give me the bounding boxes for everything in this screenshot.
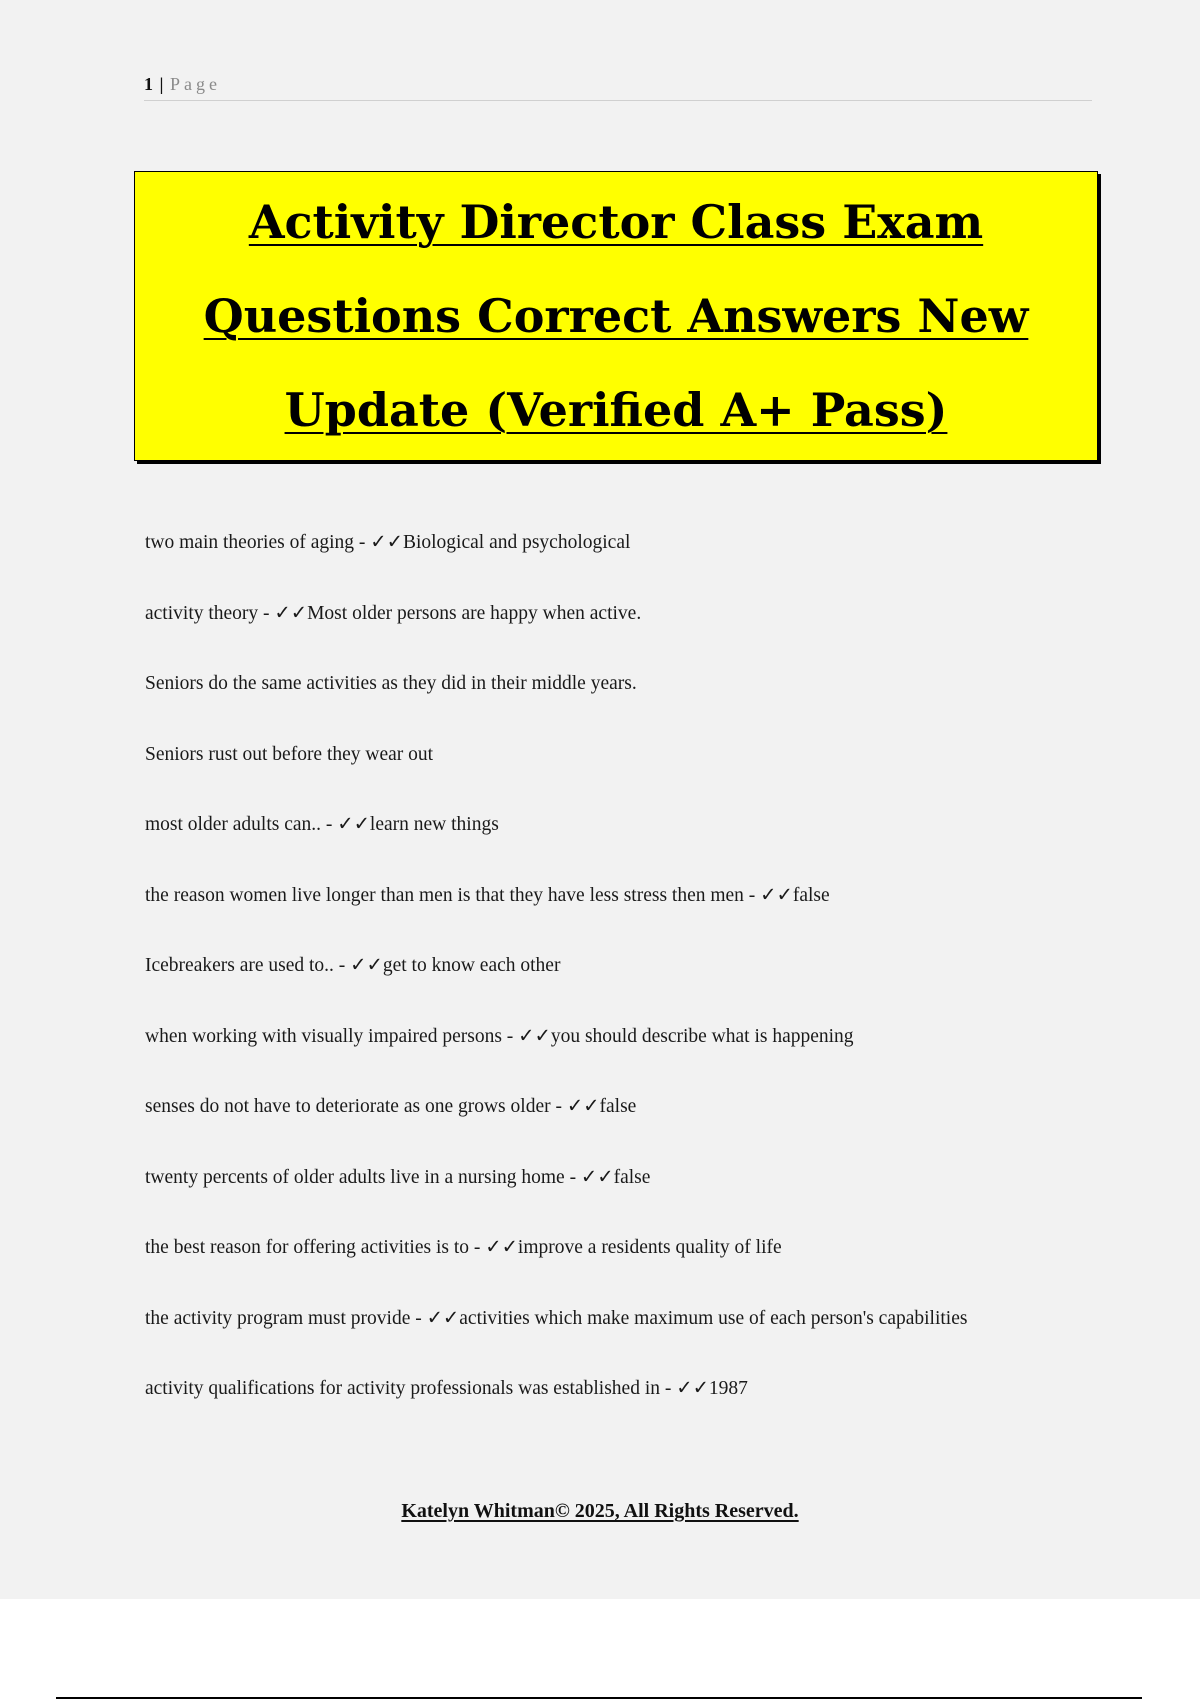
page-number-separator: |: [159, 74, 164, 94]
title-line-2: Questions Correct Answers New: [203, 289, 1029, 343]
qa-item: the reason women live longer than men is that they have less stress then men - ✓✓false: [145, 884, 830, 906]
qa-item: two main theories of aging - ✓✓Biological and psychological: [145, 532, 631, 553]
title-line-1: Activity Director Class Exam: [248, 195, 984, 249]
page-header: [144, 72, 1092, 101]
qa-item: when working with visually impaired persons - ✓✓you should describe what is happening: [145, 1025, 854, 1047]
question-answer-list: [145, 524, 1095, 1441]
qa-item: Seniors rust out before they wear out: [145, 743, 434, 765]
page-number: 1: [144, 74, 153, 94]
qa-item: most older adults can.. - ✓✓learn new things: [145, 814, 499, 835]
bottom-divider: [56, 1697, 1142, 1699]
copyright-text: Katelyn Whitman© 2025, All Rights Reserved.: [401, 1500, 799, 1522]
qa-item: the activity program must provide - ✓✓activities which make maximum use of each person's capabilities: [145, 1307, 968, 1329]
qa-item: activity qualifications for activity professionals was established in - ✓✓1987: [145, 1378, 748, 1399]
qa-item: the best reason for offering activities is to - ✓✓improve a residents quality of life: [145, 1237, 782, 1258]
qa-item: Icebreakers are used to.. - ✓✓get to know each other: [145, 955, 561, 976]
title-banner: [134, 171, 1098, 461]
title-line-3: Update (Verified A+ Pass): [284, 383, 948, 437]
qa-item: senses do not have to deteriorate as one grows older - ✓✓false: [145, 1096, 637, 1117]
qa-item: twenty percents of older adults live in a nursing home - ✓✓false: [145, 1166, 651, 1188]
page-label: Page: [169, 74, 221, 94]
qa-item: Seniors do the same activities as they did in their middle years.: [145, 673, 637, 694]
copyright-footer: [0, 1500, 1200, 1523]
qa-item: activity theory - ✓✓Most older persons are happy when active.: [145, 602, 642, 624]
